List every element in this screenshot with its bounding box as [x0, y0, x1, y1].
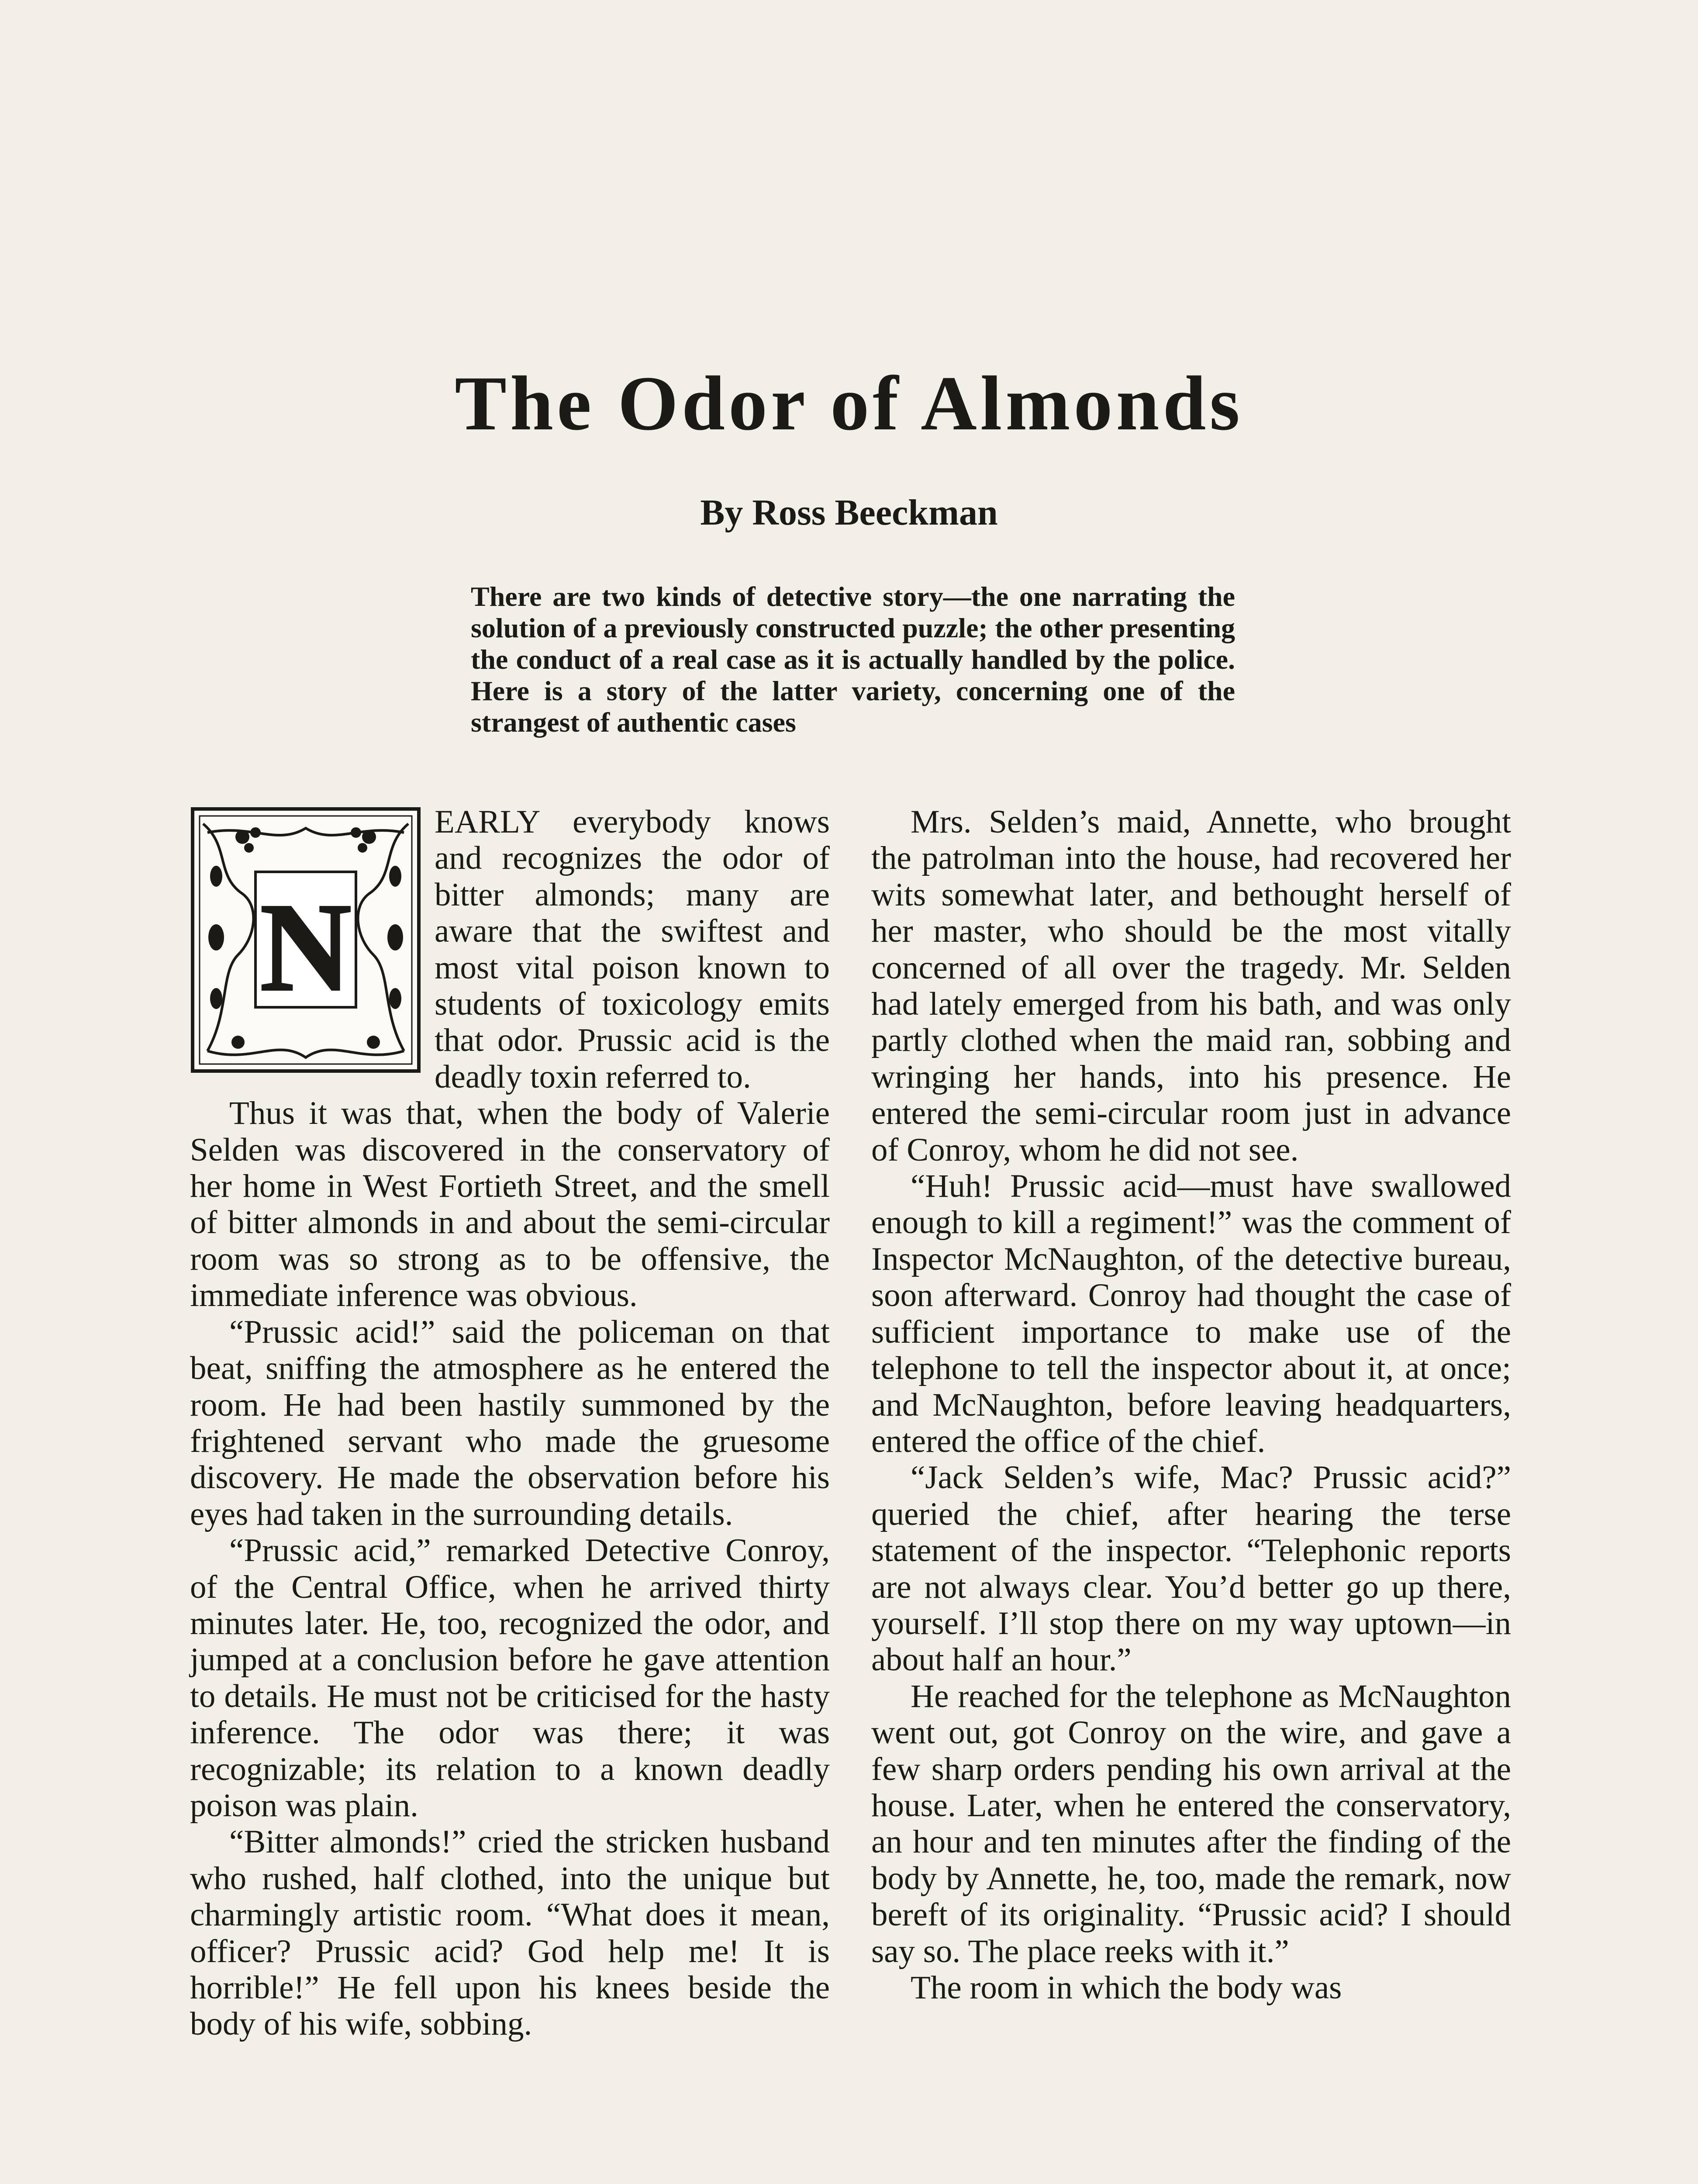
right-column [871, 804, 1511, 2006]
paragraph-6: Mrs. Selden’s maid, Annette, who brought the patrolman into the house, had recovered her wits somewhat later, and bethought herself of her master, who should be the most vitally concerned of all over the tragedy. Mr. Selden had lately emerged from his bath, and was only partly clothed when the maid ran, sobbing and wringing her hands, into his presence. He entered the semi-circular room just in advance of Conroy, whom he did not see. [871, 804, 1511, 1168]
paragraph-5: “Bitter almonds!” cried the stricken husband who rushed, half clothed, into the unique but charmingly artistic room. “What does it mean, officer? Prussic acid? God help me! It is horrible!” He fell upon his knees beside the body of his wife, sobbing. [190, 1824, 830, 2042]
paragraph-7: “Huh! Prussic acid—must have swallowed enough to kill a regiment!” was the comment of Inspector McNaughton, of the detective bureau, soon afterward. Conroy had thought the case of sufficient importance to make use of the telephone to tell the inspector about it, at once; and McNaughton, before leaving headquarters, entered the office of the chief. [871, 1168, 1511, 1459]
paragraph-1: EARLY everybody knows and recognizes the odor of bitter almonds; many are aware that the swiftest and most vital poison known to students of toxicology emits that odor. Prussic acid is the deadly toxin referred to. [435, 804, 830, 1095]
left-column [190, 804, 830, 2042]
paragraph-9: He reached for the telephone as McNaughton went out, got Conroy on the wire, and gave a few sharp orders pending his own arrival at the house. Later, when he entered the conservatory, an hour and ten minutes after the finding of the body by Annette, he, too, made the remark, now bereft of its originality. “Prussic acid? I should say so. The place reeks with it.” [871, 1678, 1511, 1970]
article-deck: There are two kinds of detective story—the one narrating the solution of a previously constructed puzzle; the other presenting the conduct of a real case as it is actually handled by the police. Here is a story of the latter variety, concerning one of the strangest of authentic cases [471, 581, 1235, 738]
paragraph-2: Thus it was that, when the body of Valerie Selden was discovered in the conservatory of her home in West Fortieth Street, and the smell of bitter almonds in and about the semi-circular room was so strong as to be offensive, the immediate inference was obvious. [190, 1095, 830, 1314]
svg-text:N: N [260, 877, 352, 1017]
drop-cap-ornament [190, 806, 421, 1074]
byline: By Ross Beeckman [700, 492, 998, 533]
paragraph-3: “Prussic acid!” said the policeman on that beat, sniffing the atmosphere as he entered the room. He had been hastily summoned by the frightened servant who made the gruesome discovery. He made the observation before his eyes had taken in the surrounding details. [190, 1313, 830, 1532]
paragraph-4: “Prussic acid,” remarked Detective Conroy, of the Central Office, when he arrived thirty minutes later. He, too, recognized the odor, and jumped at a conclusion before he gave attention to details. He must not be criticised for the hasty inference. The odor was there; it was recognizable; its relation to a known deadly poison was plain. [190, 1532, 830, 1824]
paragraph-8: “Jack Selden’s wife, Mac? Prussic acid?” queried the chief, after hearing the terse statement of the inspector. “Telephonic reports are not always clear. You’d better go up there, yourself. I’ll stop there on my way uptown—in about half an hour.” [871, 1459, 1511, 1678]
paragraph-10: The room in which the body was [911, 1970, 1342, 2006]
article-title: The Odor of Almonds [455, 360, 1243, 446]
